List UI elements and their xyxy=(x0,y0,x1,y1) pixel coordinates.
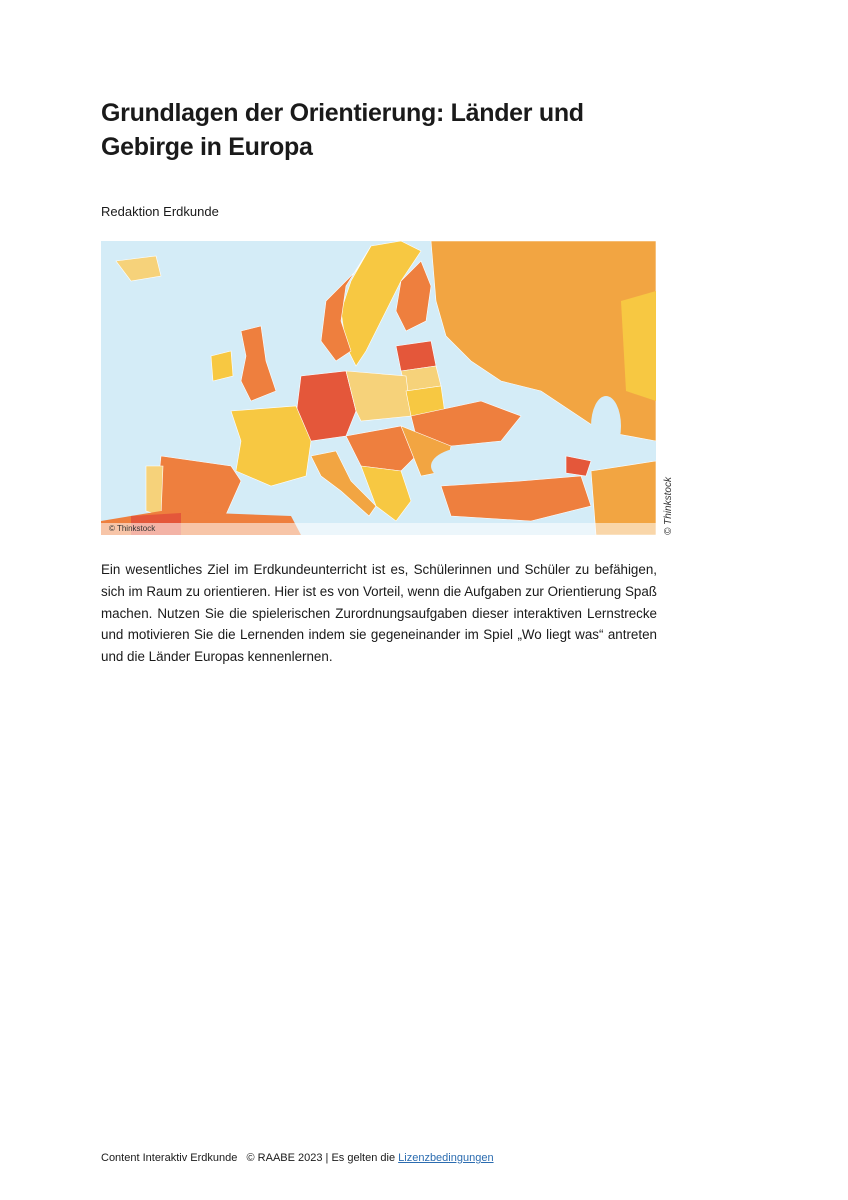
europe-map-graphic xyxy=(101,241,656,535)
intro-paragraph: Ein wesentliches Ziel im Erdkundeunterricht ist es, Schülerinnen und Schüler zu befähigen, sich im Raum zu orientieren. Hier ist es von Vorteil, wenn die Aufgaben zur Orientierung Spaß machen. Nutzen Sie die spielerischen Zurordnungsaufgaben dieser interaktiven Lernstrecke und motivieren Sie die Lernenden indem sie gegeneinander im Spiel „Wo liegt was“ antreten und die Länder Europas kennenlernen. xyxy=(101,562,657,665)
map-credit-inline: © Thinkstock xyxy=(101,523,656,535)
license-link[interactable]: Lizenzbedingungen xyxy=(398,1152,494,1164)
footer-text: Content Interaktiv Erdkunde © RAABE 2023 | Es gelten die xyxy=(101,1152,399,1164)
europe-map-image xyxy=(101,241,656,535)
page-title: Grundlagen der Orientierung: Länder und Gebirge in Europa xyxy=(101,99,584,161)
author: Redaktion Erdkunde xyxy=(101,204,219,219)
footer xyxy=(101,1152,494,1164)
map-credit-side: © Thinkstock xyxy=(663,477,674,535)
